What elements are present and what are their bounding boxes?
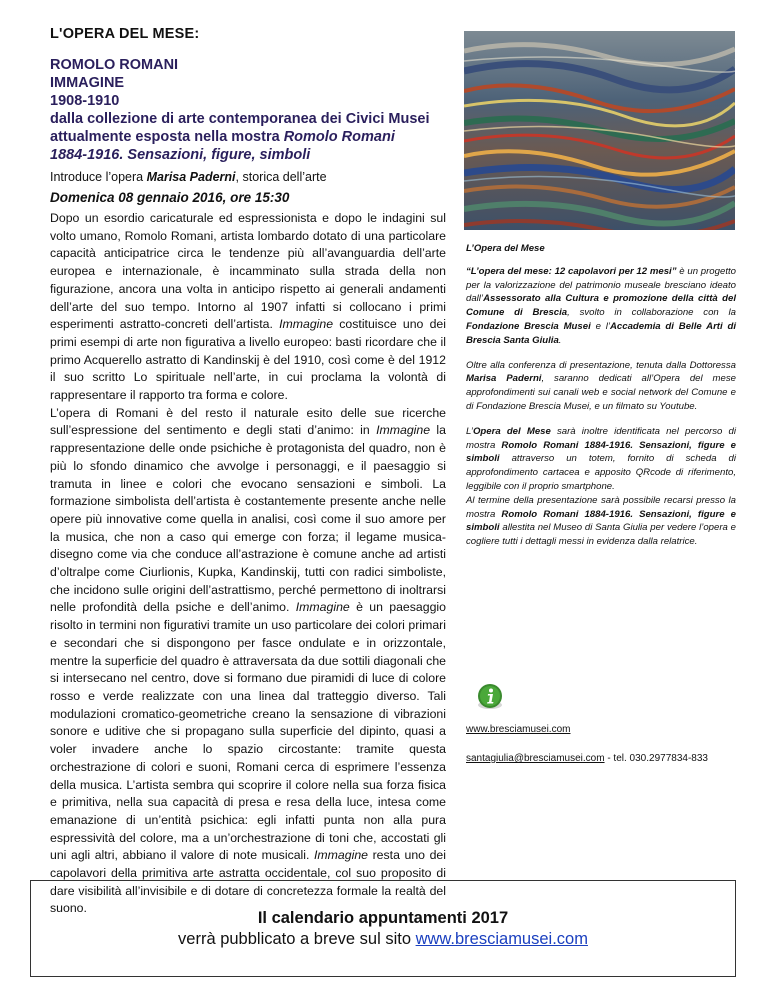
email-link[interactable]: santagiulia@bresciamusei.com [466, 753, 605, 764]
sidebar-text: Romolo Romani 1884-1916. Sensazioni, figure e simboli [466, 508, 736, 534]
sidebar-text: attraverso un totem, fornito di scheda di approfondimento cartacea e apposito QRcode di riferimento, leggibile con il proprio smartphone. [466, 453, 736, 492]
artist-name: ROMOLO ROMANI [50, 57, 179, 73]
website-link[interactable]: www.bresciamusei.com [466, 724, 571, 735]
footer-calendar-title: Il calendario appuntamenti 2017 [257, 909, 509, 927]
sidebar-title: L’Opera del Mese [466, 243, 545, 254]
sidebar-text: è un progetto per la valorizzazione del patrimonio museale bresciano ideato dall’ [466, 265, 736, 305]
sidebar-text: Accademia di Belle Arti di Brescia Santa Giulia [466, 320, 736, 346]
body-work-ref: Immagine [376, 423, 431, 438]
sidebar-text: Assessorato alla Cultura e promozione della città del Comune di Brescia [466, 293, 736, 319]
speaker-name: Marisa Paderni [146, 170, 236, 184]
collection-line: dalla collezione di arte contemporanea dei Civici Musei [50, 111, 430, 127]
sidebar-text: Oltre alla conferenza di presentazione, tenuta dalla Dottoressa [466, 359, 736, 371]
sidebar-text: . [558, 334, 562, 346]
sidebar-text: sarà inoltre identificata nel percorso di mostra [466, 425, 736, 451]
info-icon [476, 683, 504, 711]
body-work-ref: Immagine [295, 600, 350, 615]
painting-image [464, 31, 735, 230]
sidebar-paragraph-2 [466, 359, 736, 414]
body-p1a: Dopo un esordio caricaturale ed espressionista e dopo le indagini sul volto umano, Romolo Romani, artista lombardo dotato di una particolare capacità anticipatrice circa le tendenze più all’avanguardia dell’arte europea e internazionale, è incamminato sulla strada della non figurazione, ancora una volta in anticipo rispetto ai generali andamenti dell’arte del suo tempo. Intorno al 1907 infatti si collocano i primi esperimenti astratto-concreti dell’artista. [50, 211, 446, 332]
body-p1b: costituisce uno dei primi esempi di arte non figurativa a livello europeo: basti ricordare che il primo Acquerello astratto di Kandinskij è del 1910, così come è del 1912 il suo scritto Lo spirituale nell’arte, in cui proclama la volontà di rappresentare il rapporto tra forma e colore. [50, 317, 446, 403]
sidebar-text: , saranno dedicati all’Opera del mese approfondimenti sui canali web e social network del Comune e di Fondazione Brescia Musei, e un filmato su Youtube. [466, 373, 736, 412]
exhibition-title-b: 1884-1916. Sensazioni, figure, simboli [50, 147, 311, 163]
footer-notice-text: verrà pubblicato a breve sul sito [178, 930, 416, 948]
sidebar-text: Romolo Romani 1884-1916. Sensazioni, figure e simboli [466, 439, 736, 465]
sidebar [466, 242, 736, 560]
body-p2b: la rappresentazione delle onde psichiche è protagonista del quadro, non è più lo sfondo dinamico che avvolge i personaggi, e il paesaggio si tramuta in linee e colori che evocano sensazioni e simboli. La formazione simbolista dell’artista è costantemente presente anche nelle opere più innovative come quella in analisi, così come il suo amore per la musica, che non a caso qui emerge con forza; il legame musica-disegno come via che conduce all’astrazione è comune anche ad artisti d’oltralpe come Ciurlionis, Kupka, Kandinskij, tutti con radici simboliste, che incidono sulle origini dell’astrattismo, perché permettono di inoltrarsi nelle profondità della psiche e dell’animo. [50, 423, 446, 615]
footer-website-link[interactable]: www.bresciamusei.com [415, 930, 588, 948]
body-work-ref: Immagine [314, 848, 369, 863]
exhibition-prefix: attualmente esposta nella mostra [50, 129, 284, 145]
body-text [50, 210, 446, 918]
exhibition-title-a: Romolo Romani [283, 129, 395, 145]
sidebar-text: e l’ [590, 320, 610, 332]
body-p2d: resta uno dei capolavori della primitiva arte astratta occidentale, col suo proposito di dare visibilità all’invisibile e di dotare di concretezza formale la realtà del suono. [50, 848, 447, 916]
sidebar-paragraph-1 [466, 265, 736, 348]
project-quote: “L’opera del mese: 12 capolavori per 12 mesi” [466, 265, 677, 277]
heading-label: L'OPERA DEL MESE: [50, 26, 200, 42]
intro-prefix: Introduce l’opera [50, 170, 147, 184]
sidebar-paragraph-3 [466, 425, 736, 549]
work-years: 1908-1910 [50, 93, 120, 109]
sidebar-text: Al termine della presentazione sarà possibile recarsi presso la mostra [466, 494, 736, 520]
sidebar-text: allestita nel Museo di Santa Giulia per vedere l’opera e cogliere tutti i dettagli messi in evidenza dalla relatrice. [466, 522, 736, 548]
phone-text: - tel. 030.2977834-833 [604, 753, 708, 764]
event-date: Domenica 08 gennaio 2016, ore 15:30 [50, 190, 290, 205]
body-p2a: L’opera di Romani è del resto il naturale esito delle sue ricerche sull’espressione del sentimento e degli stati d’animo: in [50, 405, 446, 438]
footer-notice [31, 930, 735, 949]
body-work-ref: Immagine [279, 317, 334, 332]
exhibition-line [50, 128, 430, 146]
sidebar-text: L’ [466, 425, 473, 437]
contact-line [466, 753, 708, 764]
footer-box [30, 880, 736, 977]
sidebar-text: , svolto in collaborazione con la [567, 307, 736, 319]
sidebar-text: Marisa Paderni [466, 373, 542, 385]
intro-suffix: , storica dell’arte [235, 170, 327, 184]
intro-line [50, 170, 327, 184]
body-p2c: è un paesaggio risolto in termini non figurativi tramite un uso particolare dei colori primari e secondari che si dispongono per fasce ondulate e in orizzontale, mentre la superficie del quadro è attraversata da due sottili diagonali che si intersecano nel centro, dove si formano due piramidi di luce di colore rosso e verde realizzate con una linea dal tratteggio diverso. Tali modulazioni cromatico-geometriche creano la sensazione di vibrazioni sonore e uditive che si propagano sulla superficie del dipinto, quasi a voler invadere anche lo spazio circostante: tramite questa orchestrazione di colori e suoni, Romani cerca di esprimere l’essenza della musica. L’artista sembra qui scoprire il colore nella sua forza fisica e primitiva, nella sua capacità di presa e resa della luce, intesa come emanazione di un’entità psichica: egli infatti punta non alla pura espressività del colore, ma a un’orchestrazione di toni che, accostati gli uni agli altri, abbiano il valore di note musicali. [50, 600, 446, 863]
sidebar-text: Opera del Mese [472, 425, 551, 437]
title-block [50, 56, 430, 164]
work-title: IMMAGINE [50, 75, 125, 91]
sidebar-text: Fondazione Brescia Musei [466, 320, 591, 332]
